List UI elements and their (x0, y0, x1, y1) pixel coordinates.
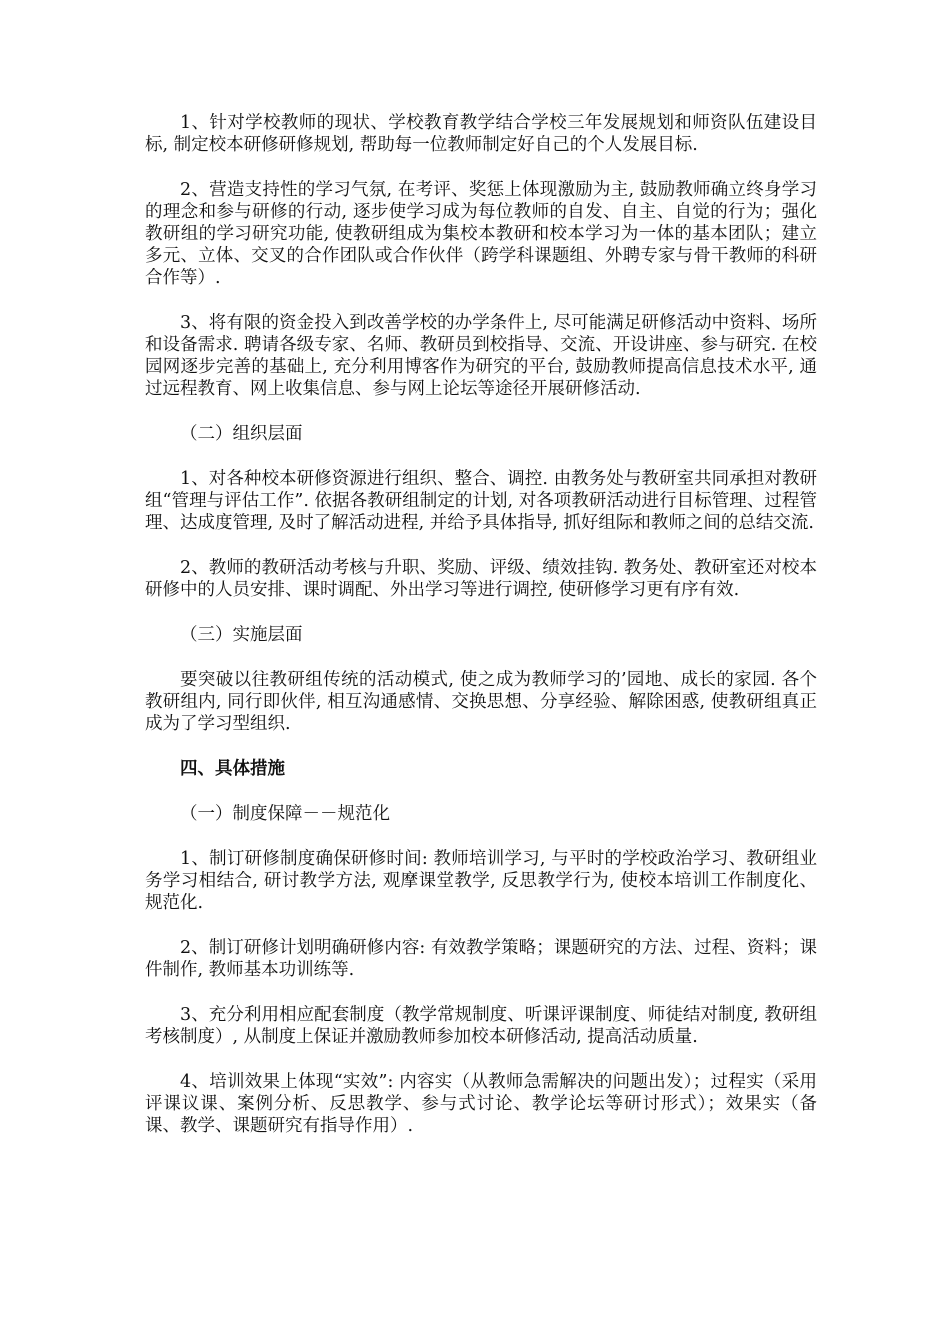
section-heading-system: （一）制度保障－－规范化 (180, 804, 390, 824)
paragraph-5: 2、教师的教研活动考核与升职、奖励、评级、绩效挂钩. 教务处、教研室还对校本研修中的人员安排、课时调配、外出学习等进行调控, 使研修学习更有序有效. (145, 558, 817, 600)
paragraph-1: 1、针对学校教师的现状、学校教育教学结合学校三年发展规划和师资队伍建设目标, 制定校本研修研修规划, 帮助每一位教师制定好自己的个人发展目标. (145, 113, 817, 155)
chapter-heading-measures: 四、具体措施 (180, 759, 285, 779)
paragraph-2: 2、营造支持性的学习气氛, 在考评、奖惩上体现激励为主, 鼓励教师确立终身学习的理念和参与研修的行动, 逐步使学习成为每位教师的自发、自主、自觉的行为；强化教研组的学习研究功能, 使教研组成为集校本教研和校本学习为一体的基本团队；建立多元、立体、交叉的合作团队或合作伙伴（跨学科课题组、外聘专家与骨干教师的科研合作等）. (145, 180, 817, 288)
paragraph-10: 4、培训效果上体现“实效”: 内容实（从教师急需解决的问题出发）；过程实（采用评课议课、案例分析、反思教学、参与式讨论、教学论坛等研讨形式）；效果实（备课、教学、课题研究有指导作用）. (145, 1072, 817, 1136)
section-heading-organization: （二）组织层面 (180, 424, 303, 444)
paragraph-8: 2、制订研修计划明确研修内容: 有效教学策略；课题研究的方法、过程、资料；课件制作, 教师基本功训练等. (145, 938, 817, 980)
paragraph-6: 要突破以往教研组传统的活动模式, 使之成为教师学习的’园地、成长的家园. 各个教研组内, 同行即伙伴, 相互沟通感情、交换思想、分享经验、解除困惑, 使教研组真正成为了学习型组织. (145, 670, 817, 734)
section-heading-implementation: （三）实施层面 (180, 625, 303, 645)
paragraph-9: 3、充分利用相应配套制度（教学常规制度、听课评课制度、师徒结对制度, 教研组考核制度）, 从制度上保证并激励教师参加校本研修活动, 提高活动质量. (145, 1005, 817, 1047)
paragraph-4: 1、对各种校本研修资源进行组织、整合、调控. 由教务处与教研室共同承担对教研组“管理与评估工作”. 依据各教研组制定的计划, 对各项教研活动进行目标管理、过程管理、达成度管理, 及时了解活动进程, 并给予具体指导, 抓好组际和教师之间的总结交流. (145, 469, 817, 533)
paragraph-7: 1、制订研修制度确保研修时间: 教师培训学习, 与平时的学校政治学习、教研组业务学习相结合, 研讨教学方法, 观摩课堂教学, 反思教学行为, 使校本培训工作制度化、规范化. (145, 849, 817, 913)
paragraph-3: 3、将有限的资金投入到改善学校的办学条件上, 尽可能满足研修活动中资料、场所和设备需求. 聘请各级专家、名师、教研员到校指导、交流、开设讲座、参与研究. 在校园网逐步完善的基础上, 充分利用博客作为研究的平台, 鼓励教师提高信息技术水平, 通过远程教育、网上收集信息、参与网上论坛等途径开展研修活动. (145, 313, 817, 399)
document-body (145, 112, 817, 1160)
